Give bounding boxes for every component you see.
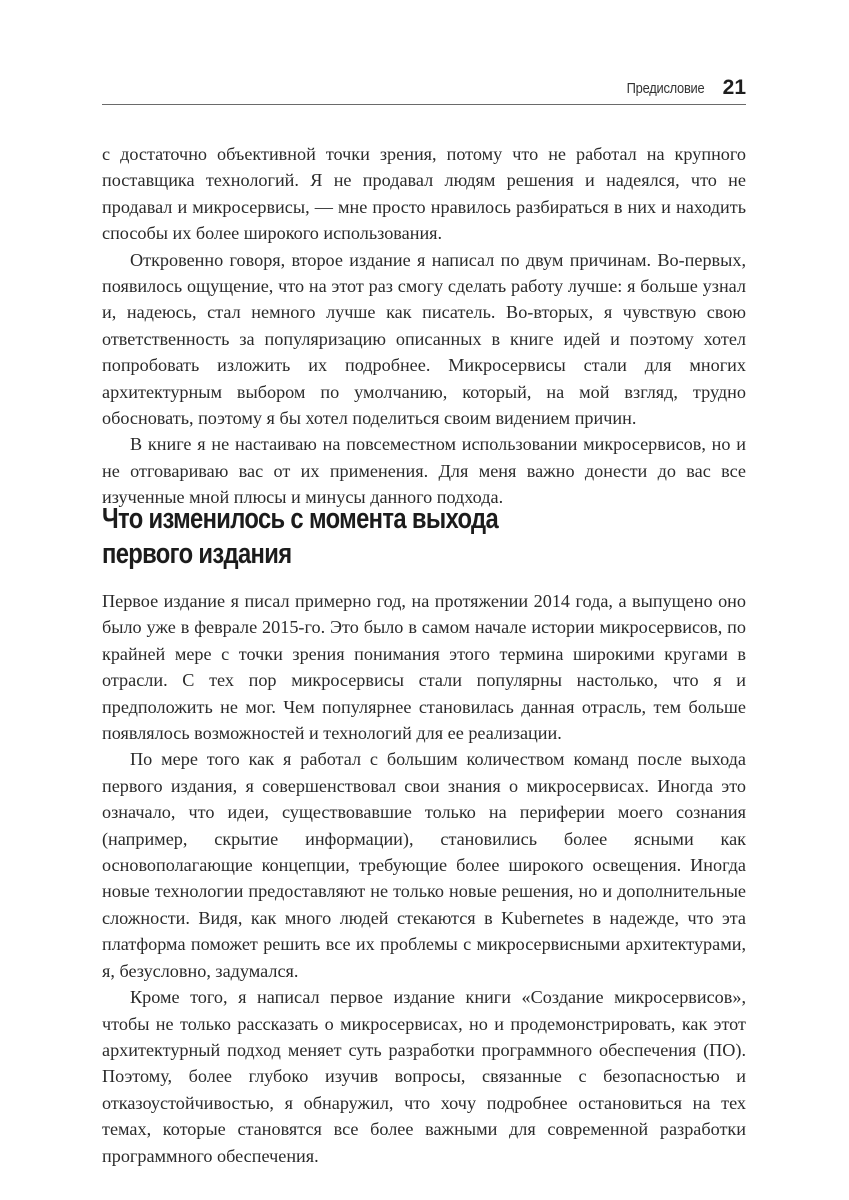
paragraph: По мере того как я работал с большим количеством команд после выхода первого издания, я совершенствовал свои знания о микросервисах. Иногда это означало, что идеи, существовавшие только на периферии моего сознания (например, скрытие информации), становились более ясными как основополагающие концепции, требующие более широкого освещения. Иногда новые технологии предоставляют не только новые решения, но и дополнительные сложности. Видя, как много людей стекаются в Kubernetes в надежде, что эта платформа поможет решить все их проблемы с микросервисными архитектурами, я, безусловно, задумался. [102, 749, 746, 981]
paragraph: В книге я не настаиваю на повсеместном использовании микросервисов, но и не отговариваю вас от их применения. Для меня важно донести до вас все изученные мной плюсы и минусы данного подхода. [102, 434, 746, 508]
section-heading-line-1: Что изменилось с момента выхода [102, 503, 499, 535]
section-text-block [102, 588, 746, 1169]
running-header [102, 72, 746, 105]
paragraph: Первое издание я писал примерно год, на протяжении 2014 года, а выпущено оно было уже в феврале 2015-го. Это было в самом начале истории микросервисов, по крайней мере с точки зрения понимания этого термина широкими кругами в отрасли. С тех пор микросервисы стали популярны настолько, что я и предположить не мог. Чем популярнее становилась данная отрасль, тем больше появлялось возможностей и технологий для ее реализации. [102, 591, 746, 744]
intro-text-block [102, 141, 746, 511]
paragraph: Кроме того, я написал первое издание книги «Создание микросервисов», чтобы не только рассказать о микросервисах, но и продемонстрировать, как этот архитектурный подход меняет суть разработки программного обеспечения (ПО). Поэтому, более глубоко изучив вопросы, связанные с безопасностью и отказоустойчивостью, я обнаружил, что хочу подробнее остановиться на тех темах, которые становятся все более важными для современной разработки программного обеспечения. [102, 987, 746, 1166]
paragraph: Откровенно говоря, второе издание я написал по двум причинам. Во-первых, появилось ощущение, что на этот раз смогу сделать работу лучше: я больше узнал и, надеюсь, стал немного лучше как писатель. Во-вторых, я чувствую свою ответственность за популяризацию описанных в книге идей и поэтому хотел попробовать изложить их подробнее. Микросервисы стали для многих архитектурным выбором по умолчанию, который, на мой взгляд, трудно обосновать, поэтому я бы хотел поделиться своим видением причин. [102, 249, 746, 429]
page-number: 21 [722, 76, 746, 99]
paragraph: с достаточно объективной точки зрения, потому что не работал на крупного поставщика технологий. Я не продавал людям решения и надеялся, что не продавал и микросервисы, — мне просто нравилось разбираться в них и находить способы их более широкого использования. [102, 144, 746, 244]
running-head-section-title: Предисловие [626, 79, 705, 97]
section-heading [102, 502, 746, 572]
section-heading-line-2: первого издания [102, 538, 292, 570]
